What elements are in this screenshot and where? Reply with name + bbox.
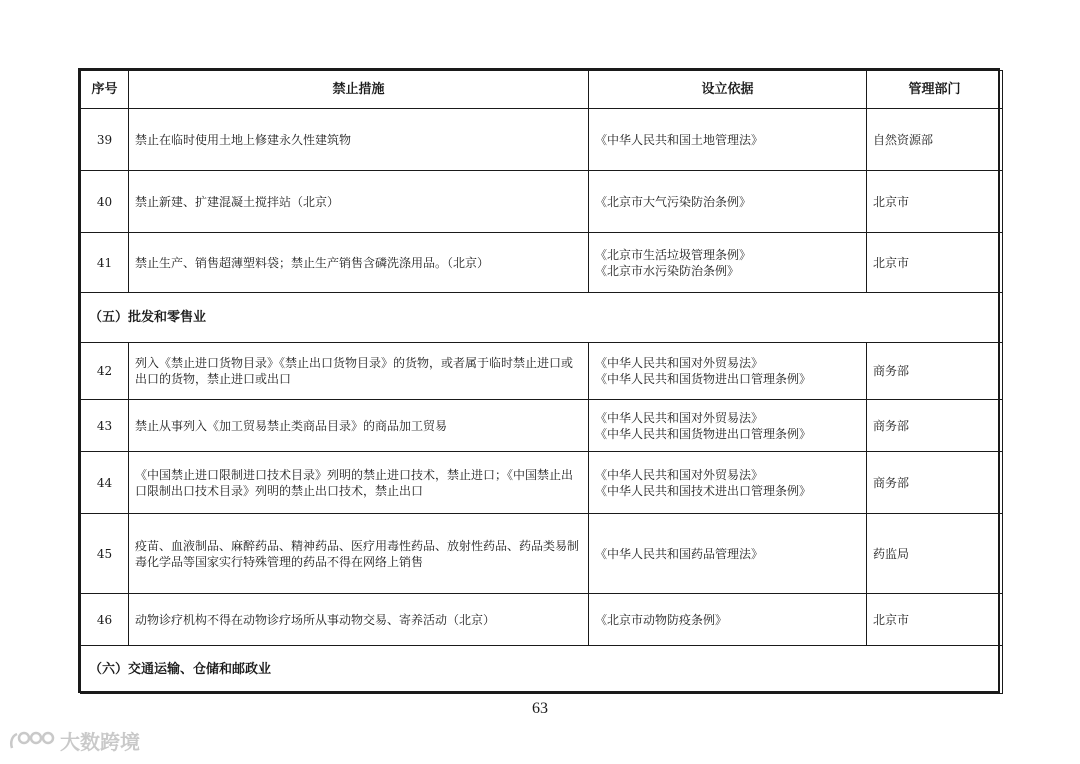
row-dept: 北京市: [867, 594, 1003, 646]
row-measure: 禁止在临时使用土地上修建永久性建筑物: [129, 109, 589, 171]
header-measure: 禁止措施: [129, 71, 589, 109]
row-dept: 北京市: [867, 233, 1003, 293]
row-basis: 《中华人民共和国土地管理法》: [589, 109, 867, 171]
table-row: [81, 343, 1003, 400]
header-no: 序号: [81, 71, 129, 109]
table-row: [81, 233, 1003, 293]
row-dept: 药监局: [867, 514, 1003, 594]
row-basis: 《中华人民共和国对外贸易法》 《中华人民共和国技术进出口管理条例》: [589, 452, 867, 514]
row-no: 40: [81, 171, 129, 233]
watermark: [8, 726, 140, 755]
wechat-logo-icon: [8, 730, 56, 752]
row-dept: 北京市: [867, 171, 1003, 233]
row-basis: 《中华人民共和国对外贸易法》 《中华人民共和国货物进出口管理条例》: [589, 400, 867, 452]
row-no: 46: [81, 594, 129, 646]
row-no: 42: [81, 343, 129, 400]
section-title: （五）批发和零售业: [81, 293, 1003, 343]
row-measure: 禁止生产、销售超薄塑料袋；禁止生产销售含磷洗涤用品。（北京）: [129, 233, 589, 293]
row-basis: 《中华人民共和国对外贸易法》 《中华人民共和国货物进出口管理条例》: [589, 343, 867, 400]
row-measure: 列入《禁止进口货物目录》《禁止出口货物目录》的货物，或者属于临时禁止进口或出口的货物，禁止进口或出口: [129, 343, 589, 400]
row-measure: 疫苗、血液制品、麻醉药品、精神药品、医疗用毒性药品、放射性药品、药品类易制毒化学品等国家实行特殊管理的药品不得在网络上销售: [129, 514, 589, 594]
row-dept: 自然资源部: [867, 109, 1003, 171]
row-dept: 商务部: [867, 343, 1003, 400]
table-row: [81, 514, 1003, 594]
section-title: （六）交通运输、仓储和邮政业: [81, 646, 1003, 694]
row-basis: 《北京市动物防疫条例》: [589, 594, 867, 646]
section-row: [81, 646, 1003, 694]
row-measure: 禁止新建、扩建混凝土搅拌站（北京）: [129, 171, 589, 233]
table-row: [81, 109, 1003, 171]
page-number: 63: [532, 700, 548, 717]
row-dept: 商务部: [867, 452, 1003, 514]
row-dept: 商务部: [867, 400, 1003, 452]
row-no: 44: [81, 452, 129, 514]
header-dept: 管理部门: [867, 71, 1003, 109]
row-measure: 《中国禁止进口限制进口技术目录》列明的禁止进口技术，禁止进口；《中国禁止出口限制出口技术目录》列明的禁止出口技术，禁止出口: [129, 452, 589, 514]
row-no: 41: [81, 233, 129, 293]
row-basis: 《北京市生活垃圾管理条例》 《北京市水污染防治条例》: [589, 233, 867, 293]
row-measure: 动物诊疗机构不得在动物诊疗场所从事动物交易、寄养活动（北京）: [129, 594, 589, 646]
row-basis: 《中华人民共和国药品管理法》: [589, 514, 867, 594]
regulation-table-page: [78, 68, 1000, 693]
row-measure: 禁止从事列入《加工贸易禁止类商品目录》的商品加工贸易: [129, 400, 589, 452]
table-header-row: [81, 71, 1003, 109]
table-row: [81, 452, 1003, 514]
prohibition-table: [80, 70, 1003, 694]
header-basis: 设立依据: [589, 71, 867, 109]
row-no: 43: [81, 400, 129, 452]
section-row: [81, 293, 1003, 343]
table-row: [81, 594, 1003, 646]
table-row: [81, 171, 1003, 233]
watermark-text: 大数跨境: [60, 730, 140, 754]
row-no: 39: [81, 109, 129, 171]
row-basis: 《北京市大气污染防治条例》: [589, 171, 867, 233]
table-row: [81, 400, 1003, 452]
row-no: 45: [81, 514, 129, 594]
